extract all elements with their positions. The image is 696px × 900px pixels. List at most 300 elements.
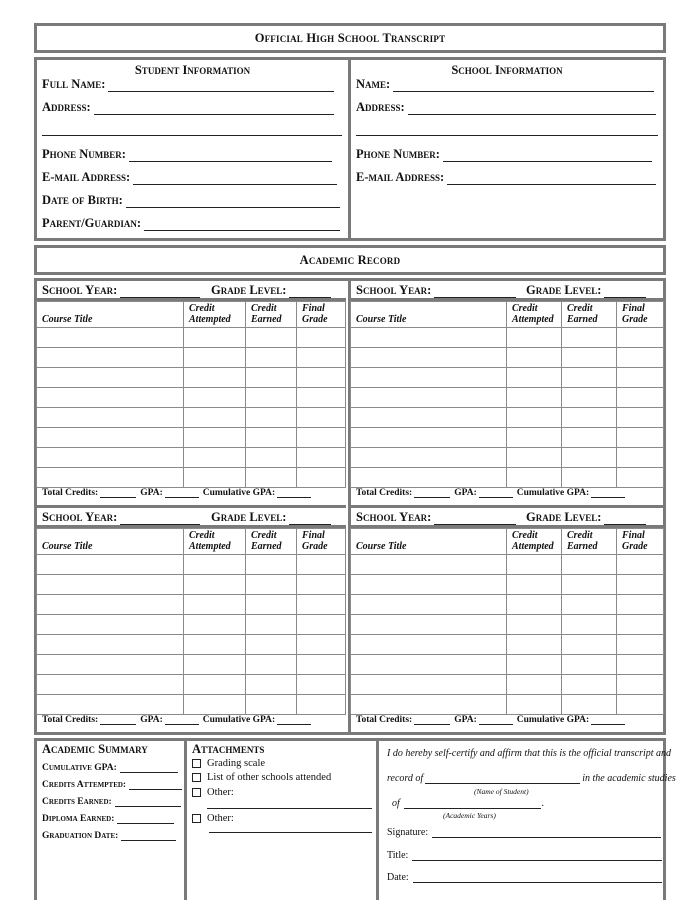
course-cell[interactable] [37, 635, 184, 655]
school-year-field[interactable] [42, 283, 200, 298]
credits-earned-label: Credits Earned: [42, 797, 112, 807]
student-information [37, 60, 348, 238]
course-cell[interactable] [562, 675, 617, 695]
course-cell[interactable] [351, 328, 507, 348]
course-cell[interactable] [297, 368, 346, 388]
course-cell[interactable] [562, 408, 617, 428]
course-cell[interactable] [246, 695, 297, 715]
date-field[interactable] [387, 872, 662, 883]
course-cell[interactable] [246, 575, 297, 595]
total-credits-input[interactable] [414, 489, 450, 498]
gpa-input[interactable] [165, 489, 199, 498]
course-cell[interactable] [562, 428, 617, 448]
course-cell[interactable] [184, 368, 246, 388]
graduation-date-label: Graduation Date: [42, 831, 119, 841]
credit-earned-header: Credit Earned [246, 302, 297, 328]
course-table [350, 301, 664, 488]
course-cell[interactable] [562, 555, 617, 575]
course-cell[interactable] [562, 468, 617, 488]
course-cell[interactable] [617, 328, 664, 348]
signature-field[interactable] [387, 827, 661, 838]
course-cell[interactable] [562, 328, 617, 348]
course-cell[interactable] [37, 348, 184, 368]
grade-level-label: Grade Level: [526, 283, 602, 297]
name-of-student-caption: (Name of Student) [474, 787, 529, 796]
course-cell[interactable] [246, 388, 297, 408]
course-cell[interactable] [184, 635, 246, 655]
course-cell[interactable] [617, 468, 664, 488]
course-cell[interactable] [184, 695, 246, 715]
cumulative-gpa-label: Cumulative GPA: [516, 488, 590, 498]
school-year-block [351, 508, 664, 735]
signature-label: Signature: [387, 827, 429, 838]
course-cell[interactable] [246, 615, 297, 635]
student-address-label: Address: [42, 100, 91, 114]
course-cell[interactable] [617, 675, 664, 695]
certification-statement: I do hereby self-certify and affirm that this is the official transcript and [387, 748, 672, 759]
school-name-field[interactable] [356, 77, 654, 92]
course-cell[interactable] [184, 575, 246, 595]
course-cell[interactable] [184, 675, 246, 695]
of-line[interactable] [392, 798, 544, 809]
course-cell[interactable] [184, 348, 246, 368]
school-year-label: School Year: [356, 283, 432, 297]
grade-level-label: Grade Level: [211, 283, 287, 297]
gpa-label: GPA: [454, 715, 477, 725]
course-cell[interactable] [37, 368, 184, 388]
course-cell[interactable] [351, 408, 507, 428]
total-credits-input[interactable] [100, 489, 136, 498]
course-cell[interactable] [297, 615, 346, 635]
school-year-field[interactable] [42, 510, 200, 525]
course-cell[interactable] [562, 388, 617, 408]
academic-record-heading-box [34, 245, 666, 275]
cumulative-gpa-input[interactable] [591, 489, 625, 498]
cumulative-gpa-label: Cumulative GPA: [516, 715, 590, 725]
course-cell[interactable] [507, 555, 562, 575]
course-cell[interactable] [297, 408, 346, 428]
school-address-field[interactable] [356, 100, 656, 115]
course-cell[interactable] [184, 655, 246, 675]
grade-level-field[interactable] [211, 283, 331, 298]
school-phone-label: Phone Number: [356, 147, 440, 161]
final-grade-header: Final Grade [617, 302, 664, 328]
course-table [36, 528, 346, 715]
credit-earned-header: Credit Earned [562, 529, 617, 555]
graduation-date-field[interactable] [42, 831, 176, 841]
final-grade-header: Final Grade [617, 529, 664, 555]
course-cell[interactable] [351, 368, 507, 388]
course-cell[interactable] [351, 635, 507, 655]
total-credits-input[interactable] [414, 716, 450, 725]
transcript-title-box [34, 23, 666, 53]
course-cell[interactable] [351, 388, 507, 408]
of-label: of [392, 798, 400, 809]
course-cell[interactable] [184, 408, 246, 428]
course-cell[interactable] [507, 468, 562, 488]
school-year-block [37, 281, 346, 508]
course-cell[interactable] [184, 595, 246, 615]
full-name-label: Full Name: [42, 77, 106, 91]
credits-earned-field[interactable] [42, 797, 181, 807]
credit-attempted-header: Credit Attempted [184, 529, 246, 555]
course-cell[interactable] [507, 328, 562, 348]
info-section [34, 57, 666, 241]
cumulative-gpa-label: Cumulative GPA: [202, 715, 276, 725]
record-of-label: record of [387, 773, 424, 784]
course-cell[interactable] [507, 655, 562, 675]
other-label-1: Other: [207, 787, 234, 798]
course-row [351, 635, 664, 655]
course-cell[interactable] [617, 388, 664, 408]
bottom-divider-2 [376, 741, 379, 900]
course-cell[interactable] [246, 655, 297, 675]
in-studies-label: in the academic studies [582, 773, 676, 784]
course-row [37, 635, 346, 655]
course-cell[interactable] [246, 635, 297, 655]
course-cell[interactable] [617, 595, 664, 615]
course-cell[interactable] [297, 595, 346, 615]
page-title: Official High School Transcript [254, 30, 446, 45]
total-credits-label: Total Credits: [356, 715, 413, 725]
course-cell[interactable] [507, 448, 562, 468]
course-cell[interactable] [617, 655, 664, 675]
of-period: . [541, 798, 545, 809]
student-address-line-2[interactable] [42, 135, 342, 136]
course-cell[interactable] [351, 655, 507, 675]
course-cell[interactable] [297, 388, 346, 408]
course-cell[interactable] [297, 635, 346, 655]
gpa-label: GPA: [140, 715, 163, 725]
academic-years-caption: (Academic Years) [443, 811, 496, 820]
course-row [37, 368, 346, 388]
course-cell[interactable] [246, 368, 297, 388]
school-year-label: School Year: [42, 283, 118, 297]
course-cell[interactable] [246, 555, 297, 575]
cumulative-gpa-label: Cumulative GPA: [202, 488, 276, 498]
course-cell[interactable] [617, 555, 664, 575]
course-row [37, 595, 346, 615]
cumulative-gpa-input[interactable] [277, 716, 311, 725]
course-cell[interactable] [246, 348, 297, 368]
bottom-divider-1 [184, 741, 187, 900]
record-of-line[interactable] [387, 773, 676, 784]
course-cell[interactable] [297, 328, 346, 348]
other-option-1[interactable] [192, 787, 234, 798]
other-option-2[interactable] [192, 813, 234, 824]
grade-level-field[interactable] [211, 510, 331, 525]
course-table [350, 528, 664, 715]
student-phone-label: Phone Number: [42, 147, 126, 161]
course-cell[interactable] [562, 695, 617, 715]
gpa-input[interactable] [165, 716, 199, 725]
course-title-header: Course Title [37, 529, 184, 555]
diploma-earned-field[interactable] [42, 814, 174, 824]
total-credits-label: Total Credits: [356, 488, 413, 498]
school-phone-field[interactable] [356, 147, 652, 162]
school-information [351, 60, 663, 238]
credits-attempted-field[interactable] [42, 780, 182, 790]
course-cell[interactable] [246, 448, 297, 468]
school-year-header [351, 505, 664, 528]
course-cell[interactable] [246, 408, 297, 428]
course-cell[interactable] [37, 615, 184, 635]
school-info-heading: School Information [451, 63, 563, 77]
dob-label: Date of Birth: [42, 193, 123, 207]
course-row [37, 328, 346, 348]
cumulative-gpa-field[interactable] [42, 763, 178, 773]
course-cell[interactable] [351, 468, 507, 488]
final-grade-header: Final Grade [297, 529, 346, 555]
school-year-label: School Year: [42, 510, 118, 524]
course-cell[interactable] [351, 675, 507, 695]
academic-record-heading: Academic Record [299, 252, 401, 267]
total-credits-input[interactable] [100, 716, 136, 725]
course-cell[interactable] [246, 428, 297, 448]
school-address-label: Address: [356, 100, 405, 114]
course-cell[interactable] [246, 468, 297, 488]
school-year-block [351, 281, 664, 508]
course-cell[interactable] [297, 348, 346, 368]
gpa-label: GPA: [454, 488, 477, 498]
course-cell[interactable] [297, 468, 346, 488]
course-title-header: Course Title [37, 302, 184, 328]
course-cell[interactable] [297, 695, 346, 715]
date-label: Date: [387, 872, 409, 883]
course-cell[interactable] [37, 468, 184, 488]
course-cell[interactable] [37, 428, 184, 448]
course-row [351, 348, 664, 368]
school-email-field[interactable] [356, 170, 656, 185]
parent-field[interactable] [42, 216, 340, 231]
course-cell[interactable] [37, 655, 184, 675]
total-credits-label: Total Credits: [42, 715, 99, 725]
course-cell[interactable] [184, 328, 246, 348]
student-email-label: E-mail Address: [42, 170, 131, 184]
credit-attempted-header: Credit Attempted [507, 302, 562, 328]
course-title-header: Course Title [351, 302, 507, 328]
course-cell[interactable] [507, 615, 562, 635]
course-row [37, 448, 346, 468]
course-cell[interactable] [562, 348, 617, 368]
course-cell[interactable] [184, 388, 246, 408]
title-label: Title: [387, 850, 409, 861]
student-phone-field[interactable] [42, 147, 332, 162]
summary-heading: Academic Summary [42, 742, 148, 756]
course-cell[interactable] [37, 408, 184, 428]
other-schools-checkbox[interactable] [192, 773, 201, 782]
course-row [351, 408, 664, 428]
grade-level-field[interactable] [526, 510, 646, 525]
grading-scale-label: Grading scale [207, 758, 266, 769]
course-cell[interactable] [507, 428, 562, 448]
course-cell[interactable] [351, 575, 507, 595]
school-email-label: E-mail Address: [356, 170, 445, 184]
course-cell[interactable] [507, 368, 562, 388]
course-cell[interactable] [37, 595, 184, 615]
totals-row [42, 715, 315, 725]
course-row [351, 448, 664, 468]
course-cell[interactable] [617, 408, 664, 428]
cumulative-gpa-label: Cumulative GPA: [42, 763, 117, 773]
course-cell[interactable] [562, 655, 617, 675]
grade-level-label: Grade Level: [526, 510, 602, 524]
course-cell[interactable] [507, 635, 562, 655]
course-cell[interactable] [297, 655, 346, 675]
course-row [351, 388, 664, 408]
course-cell[interactable] [562, 448, 617, 468]
credits-attempted-label: Credits Attempted: [42, 780, 127, 790]
totals-row [356, 488, 629, 498]
course-cell[interactable] [184, 615, 246, 635]
course-cell[interactable] [617, 615, 664, 635]
bottom-section [34, 738, 676, 900]
school-name-label: Name: [356, 77, 391, 91]
course-cell[interactable] [507, 675, 562, 695]
course-cell[interactable] [507, 595, 562, 615]
course-cell[interactable] [37, 575, 184, 595]
other-schools-option[interactable] [192, 772, 331, 783]
school-year-header [37, 505, 346, 528]
other-line-1[interactable] [207, 808, 372, 809]
course-row [351, 675, 664, 695]
credit-earned-header: Credit Earned [562, 302, 617, 328]
school-year-block [37, 508, 346, 735]
totals-row [42, 488, 315, 498]
course-row [351, 428, 664, 448]
course-title-header: Course Title [351, 529, 507, 555]
dob-field[interactable] [42, 193, 340, 208]
student-info-heading: Student Information [134, 63, 251, 77]
course-cell[interactable] [507, 575, 562, 595]
course-row [37, 555, 346, 575]
course-cell[interactable] [184, 468, 246, 488]
course-cell[interactable] [507, 348, 562, 368]
course-cell[interactable] [562, 368, 617, 388]
course-row [351, 328, 664, 348]
course-cell[interactable] [617, 635, 664, 655]
course-row [37, 408, 346, 428]
course-row [351, 615, 664, 635]
grading-scale-option[interactable] [192, 758, 265, 769]
course-cell[interactable] [617, 448, 664, 468]
course-row [351, 555, 664, 575]
attachments-heading: Attachments [192, 742, 265, 756]
student-email-field[interactable] [42, 170, 337, 185]
course-row [37, 388, 346, 408]
final-grade-header: Final Grade [297, 302, 346, 328]
course-cell[interactable] [297, 428, 346, 448]
course-cell[interactable] [246, 675, 297, 695]
school-year-field[interactable] [356, 510, 516, 525]
full-name-field[interactable] [42, 77, 334, 92]
student-address-field[interactable] [42, 100, 334, 115]
course-cell[interactable] [562, 635, 617, 655]
course-cell[interactable] [351, 615, 507, 635]
course-cell[interactable] [297, 555, 346, 575]
school-year-header [37, 281, 346, 301]
grade-level-field[interactable] [526, 283, 646, 298]
cumulative-gpa-input[interactable] [591, 716, 625, 725]
course-table [36, 301, 346, 488]
course-cell[interactable] [617, 368, 664, 388]
course-cell[interactable] [351, 695, 507, 715]
course-cell[interactable] [617, 575, 664, 595]
gpa-input[interactable] [479, 716, 513, 725]
credit-attempted-header: Credit Attempted [507, 529, 562, 555]
other-label-2: Other: [207, 813, 234, 824]
course-row [37, 428, 346, 448]
course-cell[interactable] [184, 428, 246, 448]
course-row [37, 615, 346, 635]
grading-scale-checkbox[interactable] [192, 759, 201, 768]
title-field[interactable] [387, 850, 662, 861]
credit-attempted-header: Credit Attempted [184, 302, 246, 328]
course-cell[interactable] [351, 428, 507, 448]
course-row [351, 595, 664, 615]
course-row [37, 575, 346, 595]
course-cell[interactable] [37, 555, 184, 575]
other-line-2[interactable] [209, 832, 372, 833]
course-cell[interactable] [617, 348, 664, 368]
course-cell[interactable] [617, 428, 664, 448]
course-cell[interactable] [507, 695, 562, 715]
course-row [37, 348, 346, 368]
course-cell[interactable] [351, 448, 507, 468]
course-cell[interactable] [351, 555, 507, 575]
course-cell[interactable] [562, 575, 617, 595]
other-checkbox-1[interactable] [192, 788, 201, 797]
course-cell[interactable] [617, 695, 664, 715]
course-row [351, 695, 664, 715]
other-schools-label: List of other schools attended [207, 772, 332, 783]
course-cell[interactable] [37, 388, 184, 408]
course-cell[interactable] [184, 448, 246, 468]
course-cell[interactable] [351, 595, 507, 615]
course-cell[interactable] [562, 615, 617, 635]
course-cell[interactable] [37, 448, 184, 468]
course-row [351, 368, 664, 388]
course-cell[interactable] [297, 675, 346, 695]
course-cell[interactable] [507, 408, 562, 428]
course-cell[interactable] [246, 328, 297, 348]
school-year-header [351, 281, 664, 301]
grade-level-label: Grade Level: [211, 510, 287, 524]
course-cell[interactable] [507, 388, 562, 408]
course-cell[interactable] [351, 348, 507, 368]
course-cell[interactable] [562, 595, 617, 615]
course-cell[interactable] [37, 675, 184, 695]
other-checkbox-2[interactable] [192, 814, 201, 823]
course-cell[interactable] [246, 595, 297, 615]
gpa-input[interactable] [479, 489, 513, 498]
school-address-line-2[interactable] [356, 135, 658, 136]
course-cell[interactable] [37, 328, 184, 348]
total-credits-label: Total Credits: [42, 488, 99, 498]
course-row [351, 468, 664, 488]
course-cell[interactable] [184, 555, 246, 575]
totals-row [356, 715, 629, 725]
school-year-field[interactable] [356, 283, 516, 298]
course-row [37, 655, 346, 675]
cumulative-gpa-input[interactable] [277, 489, 311, 498]
course-cell[interactable] [297, 575, 346, 595]
course-cell[interactable] [297, 448, 346, 468]
course-row [37, 675, 346, 695]
course-cell[interactable] [37, 695, 184, 715]
gpa-label: GPA: [140, 488, 163, 498]
parent-label: Parent/Guardian: [42, 216, 141, 230]
